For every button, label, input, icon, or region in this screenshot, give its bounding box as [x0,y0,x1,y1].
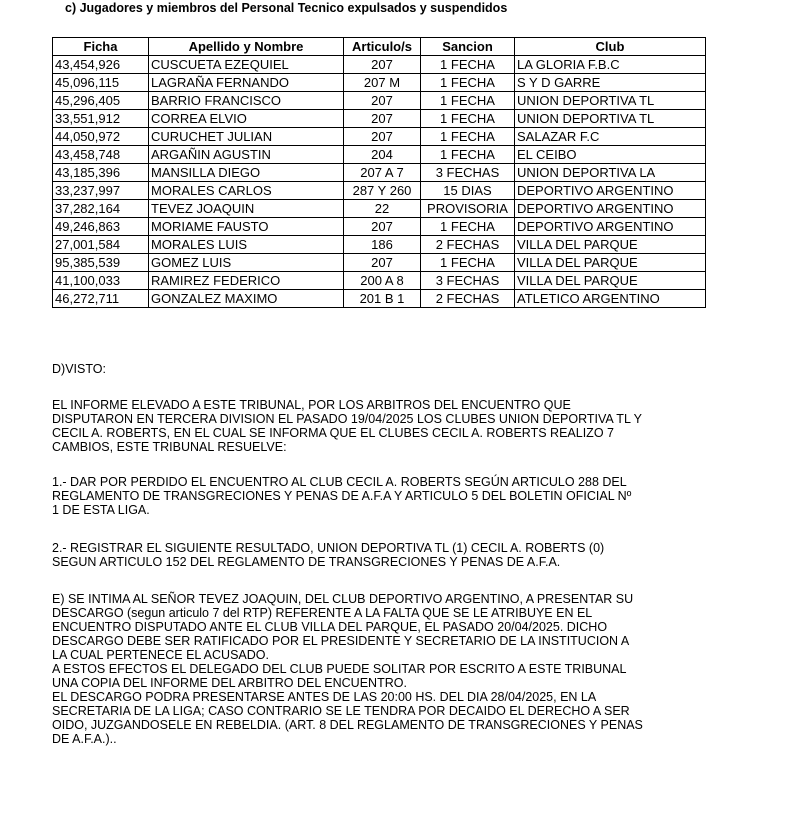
cell-apellido-nombre: MORALES LUIS [149,236,344,254]
cell-articulos: 207 [344,56,421,74]
cell-articulos: 207 M [344,74,421,92]
cell-articulos: 201 B 1 [344,290,421,308]
punto-1-paragraph: 1.- DAR POR PERDIDO EL ENCUENTRO AL CLUB CECIL A. ROBERTS SEGÚN ARTICULO 288 DEL REGLAMENTO DE TRANSGRECIONES Y PENAS DE A.F.A Y ARTICULO 5 DEL BOLETIN OFICIAL Nº 1 DE ESTA LIGA. [52,475,632,517]
cell-apellido-nombre: BARRIO FRANCISCO [149,92,344,110]
table-row [53,128,706,146]
sanctions-table [52,37,706,308]
cell-club: S Y D GARRE [515,74,706,92]
header-club: Club [515,38,706,56]
cell-articulos: 207 [344,218,421,236]
cell-ficha: 43,458,748 [53,146,149,164]
cell-club: EL CEIBO [515,146,706,164]
cell-apellido-nombre: CURUCHET JULIAN [149,128,344,146]
sanctions-table-body [53,56,706,308]
table-row [53,146,706,164]
cell-sancion: 1 FECHA [421,218,515,236]
cell-apellido-nombre: MORALES CARLOS [149,182,344,200]
cell-ficha: 27,001,584 [53,236,149,254]
cell-sancion: 1 FECHA [421,56,515,74]
table-row [53,200,706,218]
header-ficha: Ficha [53,38,149,56]
cell-apellido-nombre: LAGRAÑA FERNANDO [149,74,344,92]
cell-sancion: 1 FECHA [421,146,515,164]
table-row [53,110,706,128]
cell-apellido-nombre: MORIAME FAUSTO [149,218,344,236]
cell-club: VILLA DEL PARQUE [515,254,706,272]
cell-sancion: 1 FECHA [421,110,515,128]
cell-ficha: 49,246,863 [53,218,149,236]
cell-sancion: 2 FECHAS [421,290,515,308]
cell-club: UNION DEPORTIVA LA [515,164,706,182]
section-title: c) Jugadores y miembros del Personal Tecnico expulsados y suspendidos [65,1,508,15]
cell-sancion: PROVISORIA [421,200,515,218]
table-row [53,218,706,236]
cell-articulos: 207 A 7 [344,164,421,182]
cell-club: DEPORTIVO ARGENTINO [515,218,706,236]
cell-sancion: 1 FECHA [421,254,515,272]
cell-ficha: 33,551,912 [53,110,149,128]
table-row [53,254,706,272]
cell-ficha: 44,050,972 [53,128,149,146]
cell-club: LA GLORIA F.B.C [515,56,706,74]
cell-ficha: 43,454,926 [53,56,149,74]
table-row [53,272,706,290]
cell-articulos: 200 A 8 [344,272,421,290]
cell-sancion: 1 FECHA [421,74,515,92]
cell-sancion: 15 DIAS [421,182,515,200]
cell-articulos: 186 [344,236,421,254]
cell-articulos: 207 [344,128,421,146]
informe-paragraph: EL INFORME ELEVADO A ESTE TRIBUNAL, POR LOS ARBITROS DEL ENCUENTRO QUE DISPUTARON EN TERCERA DIVISION EL PASADO 19/04/2025 LOS CLUBES UNION DEPORTIVA TL Y CECIL A. ROBERTS, EN EL CUAL SE INFORMA QUE EL CLUBES CECIL A. ROBERTS REALIZO 7 CAMBIOS, ESTE TRIBUNAL RESUELVE: [52,398,643,454]
cell-articulos: 207 [344,254,421,272]
table-row [53,92,706,110]
cell-club: ATLETICO ARGENTINO [515,290,706,308]
cell-club: DEPORTIVO ARGENTINO [515,182,706,200]
punto-e-paragraph: E) SE INTIMA AL SEÑOR TEVEZ JOAQUIN, DEL CLUB DEPORTIVO ARGENTINO, A PRESENTAR SU DESCARGO (segun articulo 7 del RTP) REFERENTE A LA FALTA QUE SE LE ATRIBUYE EN EL ENCUENTRO DISPUTADO ANTE EL CLUB VILLA DEL PARQUE, EL PASADO 20/04/2025. DICHO DESCARGO DEBE SER RATIFICADO POR EL PRESIDENTE Y SECRETARIO DE LA INSTITUCION A LA CUAL PERTENECE EL ACUSADO. A ESTOS EFECTOS EL DELEGADO DEL CLUB PUEDE SOLITAR POR ESCRITO A ESTE TRIBUNAL UNA COPIA DEL INFORME DEL ARBITRO DEL ENCUENTRO. EL DESCARGO PODRA PRESENTARSE ANTES DE LAS 20:00 HS. DEL DIA 28/04/2025, EN LA SECRETARIA DE LA LIGA; CASO CONTRARIO SE LE TENDRA POR DECAIDO EL DERECHO A SER OIDO, JUZGANDOSELE EN REBELDIA. (ART. 8 DEL REGLAMENTO DE TRANSGRECIONES Y PENAS DE A.F.A.).. [52,592,643,746]
cell-articulos: 287 Y 260 [344,182,421,200]
cell-apellido-nombre: ARGAÑIN AGUSTIN [149,146,344,164]
header-sancion: Sancion [421,38,515,56]
table-row [53,164,706,182]
cell-ficha: 41,100,033 [53,272,149,290]
cell-apellido-nombre: RAMIREZ FEDERICO [149,272,344,290]
cell-ficha: 45,296,405 [53,92,149,110]
cell-apellido-nombre: CUSCUETA EZEQUIEL [149,56,344,74]
cell-apellido-nombre: CORREA ELVIO [149,110,344,128]
cell-apellido-nombre: GONZALEZ MAXIMO [149,290,344,308]
cell-club: UNION DEPORTIVA TL [515,92,706,110]
table-row [53,290,706,308]
cell-ficha: 37,282,164 [53,200,149,218]
cell-sancion: 3 FECHAS [421,272,515,290]
table-row [53,236,706,254]
cell-club: SALAZAR F.C [515,128,706,146]
cell-sancion: 1 FECHA [421,128,515,146]
table-row [53,56,706,74]
cell-apellido-nombre: TEVEZ JOAQUIN [149,200,344,218]
header-articulos: Articulo/s [344,38,421,56]
cell-sancion: 3 FECHAS [421,164,515,182]
table-row [53,74,706,92]
cell-ficha: 33,237,997 [53,182,149,200]
cell-sancion: 1 FECHA [421,92,515,110]
visto-heading: D)VISTO: [52,362,106,376]
cell-ficha: 43,185,396 [53,164,149,182]
cell-articulos: 207 [344,92,421,110]
cell-club: VILLA DEL PARQUE [515,272,706,290]
cell-apellido-nombre: MANSILLA DIEGO [149,164,344,182]
cell-sancion: 2 FECHAS [421,236,515,254]
cell-articulos: 204 [344,146,421,164]
table-header-row [53,38,706,56]
table-row [53,182,706,200]
cell-apellido-nombre: GOMEZ LUIS [149,254,344,272]
cell-club: UNION DEPORTIVA TL [515,110,706,128]
cell-club: DEPORTIVO ARGENTINO [515,200,706,218]
cell-ficha: 46,272,711 [53,290,149,308]
cell-ficha: 45,096,115 [53,74,149,92]
cell-ficha: 95,385,539 [53,254,149,272]
cell-articulos: 22 [344,200,421,218]
header-apellido-nombre: Apellido y Nombre [149,38,344,56]
punto-2-paragraph: 2.- REGISTRAR EL SIGUIENTE RESULTADO, UNION DEPORTIVA TL (1) CECIL A. ROBERTS (0) SEGUN ARTICULO 152 DEL REGLAMENTO DE TRANSGRECIONES Y PENAS DE A.F.A. [52,541,605,569]
cell-club: VILLA DEL PARQUE [515,236,706,254]
cell-articulos: 207 [344,110,421,128]
